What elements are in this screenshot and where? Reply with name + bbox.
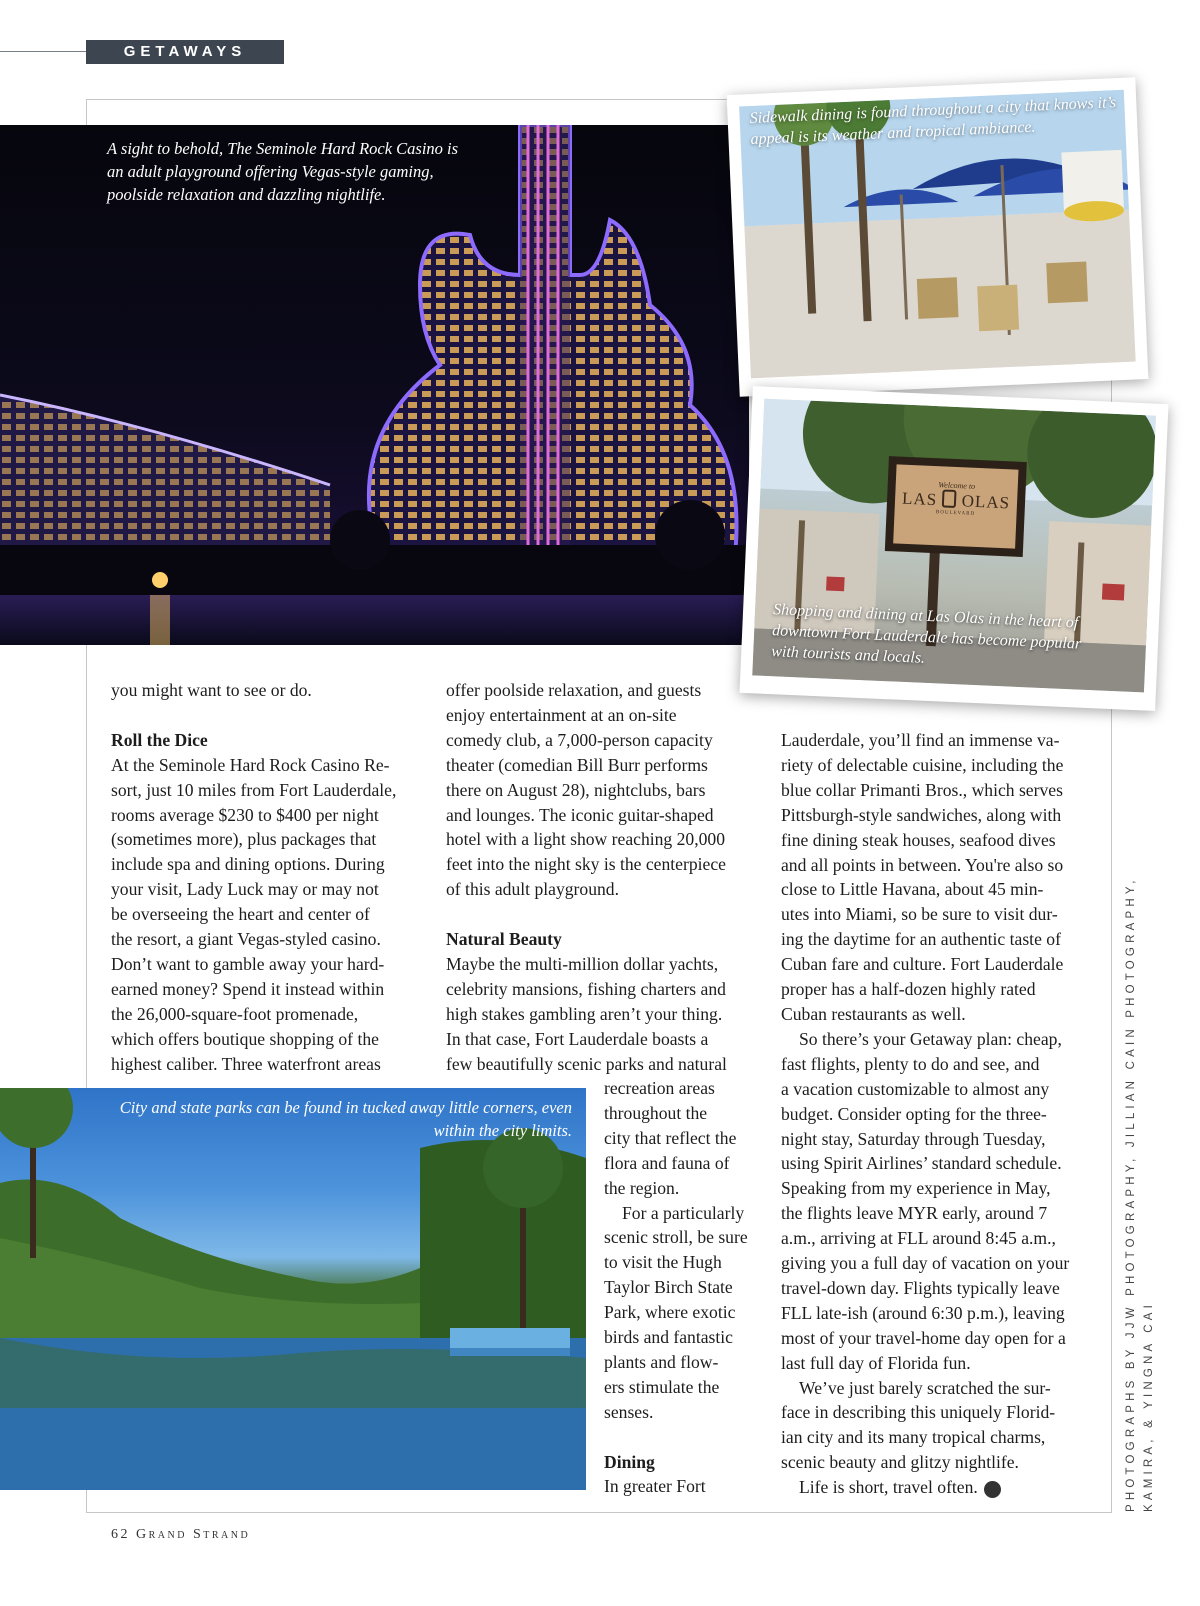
text-line: utes into Miami, so be sure to visit dur- bbox=[781, 904, 1058, 925]
text-line: which offers boutique shopping of the bbox=[111, 1028, 379, 1049]
text-line: birds and fantastic bbox=[604, 1327, 733, 1348]
text-line: scenic beauty and glitzy nightlife. bbox=[781, 1452, 1019, 1473]
text-line: Cuban fare and culture. Fort Lauderdale bbox=[781, 954, 1064, 975]
header-rule bbox=[0, 51, 88, 52]
closing-line bbox=[781, 1475, 1069, 1500]
text-line: there on August 28), nightclubs, bars bbox=[446, 779, 706, 800]
text-line: close to Little Havana, about 45 min- bbox=[781, 879, 1044, 900]
text-line: recreation areas bbox=[604, 1078, 715, 1098]
text-line: celebrity mansions, fishing charters and bbox=[446, 978, 726, 999]
park-photo bbox=[0, 1088, 586, 1490]
text-line: In that case, Fort Lauderdale boasts a bbox=[446, 1028, 709, 1049]
text-line: using Spirit Airlines’ standard schedule. bbox=[781, 1153, 1062, 1174]
text-line: your visit, Lady Luck may or may not bbox=[111, 879, 379, 900]
text-line: a vacation customizable to almost any bbox=[781, 1078, 1050, 1099]
las-olas-sign-las: LAS bbox=[901, 488, 938, 510]
text-line: you might want to see or do. bbox=[111, 680, 312, 700]
text-line: to visit the Hugh bbox=[604, 1252, 722, 1273]
text-line: We’ve just barely scratched the sur- bbox=[799, 1377, 1051, 1398]
text-line: include spa and dining options. During bbox=[111, 854, 385, 875]
text-line: ers stimulate the bbox=[604, 1376, 720, 1397]
subhead-roll-the-dice: Roll the Dice bbox=[111, 729, 208, 750]
text-line: the flights leave MYR early, around 7 bbox=[781, 1203, 1048, 1224]
text-line: the region. bbox=[604, 1177, 680, 1198]
text-line: the resort, a giant Vegas-styled casino. bbox=[111, 929, 381, 950]
text-line: earned money? Spend it instead within bbox=[111, 978, 385, 999]
text-line: sort, just 10 miles from Fort Lauderdale, bbox=[111, 779, 397, 800]
text-line: and all points in between. You're also so bbox=[781, 854, 1064, 875]
text-line: most of your travel-home day open for a bbox=[781, 1327, 1066, 1348]
subhead-natural-beauty: Natural Beauty bbox=[446, 929, 562, 950]
text-line: few beautifully scenic parks and natural bbox=[446, 1053, 727, 1074]
text-line: So there’s your Getaway plan: cheap, bbox=[799, 1028, 1062, 1049]
text-line: ian city and its many tropical charms, bbox=[781, 1427, 1046, 1448]
text-line: offer poolside relaxation, and guests bbox=[446, 680, 702, 700]
gs-end-mark-icon: GS bbox=[984, 1481, 1001, 1498]
text-line: giving you a full day of vacation on your bbox=[781, 1253, 1070, 1274]
text-line: Taylor Birch State bbox=[604, 1277, 733, 1298]
section-label: GETAWAYS bbox=[86, 40, 284, 64]
text-line: Lauderdale, you’ll find an immense va- bbox=[781, 730, 1060, 750]
text-line: be overseeing the heart and center of bbox=[111, 904, 370, 925]
text-line: (sometimes more), plus packages that bbox=[111, 829, 377, 850]
text-line: FLL late-ish (around 6:30 p.m.), leaving bbox=[781, 1302, 1065, 1323]
text-line: Don’t want to gamble away your hard- bbox=[111, 953, 385, 974]
text-line: Speaking from my experience in May, bbox=[781, 1178, 1051, 1199]
text-line: highest caliber. Three waterfront areas bbox=[111, 1053, 381, 1074]
subhead-dining: Dining bbox=[604, 1451, 655, 1472]
text-line: high stakes gambling aren’t your thing. bbox=[446, 1003, 723, 1024]
text-line: In greater Fort bbox=[604, 1476, 706, 1497]
text-line: plants and flow- bbox=[604, 1351, 719, 1372]
text-line: the 26,000-square-foot promenade, bbox=[111, 1003, 359, 1024]
text-line: flora and fauna of bbox=[604, 1152, 730, 1173]
text-line: blue collar Primanti Bros., which serves bbox=[781, 779, 1063, 800]
lantern-icon bbox=[942, 489, 957, 508]
text-line: Maybe the multi-million dollar yachts, bbox=[446, 953, 719, 974]
las-olas-sign-olas: OLAS bbox=[961, 491, 1011, 513]
text-line: of this adult playground. bbox=[446, 879, 619, 900]
las-olas-sign-boulevard: BOULEVARD bbox=[935, 510, 976, 517]
article-column-2-continued bbox=[604, 1076, 748, 1499]
text-line: night stay, Saturday through Tuesday, bbox=[781, 1128, 1046, 1149]
text-line: fine dining steak houses, seafood dives bbox=[781, 829, 1056, 850]
text-line: budget. Consider opting for the three- bbox=[781, 1103, 1047, 1124]
text-line: city that reflect the bbox=[604, 1127, 737, 1148]
text-line: a.m., arriving at FLL around 8:45 a.m., bbox=[781, 1228, 1056, 1249]
las-olas-image bbox=[752, 399, 1156, 693]
text-line: fast flights, plenty to do and see, and bbox=[781, 1053, 1040, 1074]
park-caption: City and state parks can be found in tucked away little corners, even within the city limits. bbox=[119, 1098, 572, 1140]
las-olas-sign bbox=[885, 456, 1027, 557]
text-line: face in describing this uniquely Florid- bbox=[781, 1402, 1056, 1423]
text-line: riety of delectable cuisine, including the bbox=[781, 754, 1064, 775]
park-lake-illustration bbox=[0, 1088, 586, 1490]
page-folio: 62 Grand Strand bbox=[111, 1527, 251, 1542]
text-line: senses. bbox=[604, 1401, 654, 1422]
article-column-2 bbox=[446, 678, 727, 1076]
text-line: last full day of Florida fun. bbox=[781, 1352, 971, 1373]
text-line: Pittsburgh-style sandwiches, along with bbox=[781, 804, 1062, 825]
las-olas-sign-welcome: Welcome to bbox=[938, 480, 976, 491]
text-line: Cuban restaurants as well. bbox=[781, 1003, 966, 1024]
text-line: Life is short, travel often. bbox=[799, 1477, 978, 1498]
text-line: enjoy entertainment at an on-site bbox=[446, 704, 677, 725]
las-olas-photo bbox=[740, 386, 1169, 711]
text-line: proper has a half-dozen highly rated bbox=[781, 979, 1036, 1000]
text-line: feet into the night sky is the centerpiece bbox=[446, 854, 726, 875]
text-line: ing the daytime for an authentic taste of bbox=[781, 929, 1061, 950]
text-line: travel-down day. Flights typically leave bbox=[781, 1277, 1060, 1298]
article-column-1 bbox=[111, 678, 396, 1076]
text-line: throughout the bbox=[604, 1102, 708, 1123]
text-line: rooms average $230 to $400 per night bbox=[111, 804, 379, 825]
hero-photo-hard-rock bbox=[0, 125, 749, 645]
photo-credit bbox=[1122, 812, 1158, 1512]
sidewalk-dining-photo bbox=[727, 77, 1149, 397]
photo-credit-line-1: PHOTOGRAPHS BY JJW PHOTOGRAPHY, JILLIAN CAIN PHOTOGRAPHY, bbox=[1125, 876, 1137, 1512]
text-line: theater (comedian Bill Burr performs bbox=[446, 754, 708, 775]
article-column-3 bbox=[781, 728, 1069, 1500]
hero-caption: A sight to behold, The Seminole Hard Rock Casino is an adult playground offering Vegas-style gaming, poolside relaxation and dazzling nightlife. bbox=[107, 139, 459, 204]
sidewalk-caption: Sidewalk dining is found throughout a city that knows it’s appeal is its weather and tropical ambiance. bbox=[749, 94, 1117, 149]
las-olas-caption: Shopping and dining at Las Olas in the heart of downtown Fort Lauderdale has become popular with tourists and locals. bbox=[770, 601, 1082, 667]
text-line: hotel with a light show reaching 20,000 bbox=[446, 829, 726, 850]
text-line: For a particularly bbox=[622, 1202, 745, 1223]
text-line: scenic stroll, be sure bbox=[604, 1227, 748, 1248]
text-line: and lounges. The iconic guitar-shaped bbox=[446, 804, 714, 825]
text-line: comedy club, a 7,000-person capacity bbox=[446, 729, 713, 750]
photo-credit-line-2: KAMIRA, & YINGNA CAI bbox=[1143, 1301, 1155, 1512]
text-line: At the Seminole Hard Rock Casino Re- bbox=[111, 754, 390, 775]
sidewalk-dining-image bbox=[739, 90, 1135, 379]
text-line: Park, where exotic bbox=[604, 1302, 736, 1323]
